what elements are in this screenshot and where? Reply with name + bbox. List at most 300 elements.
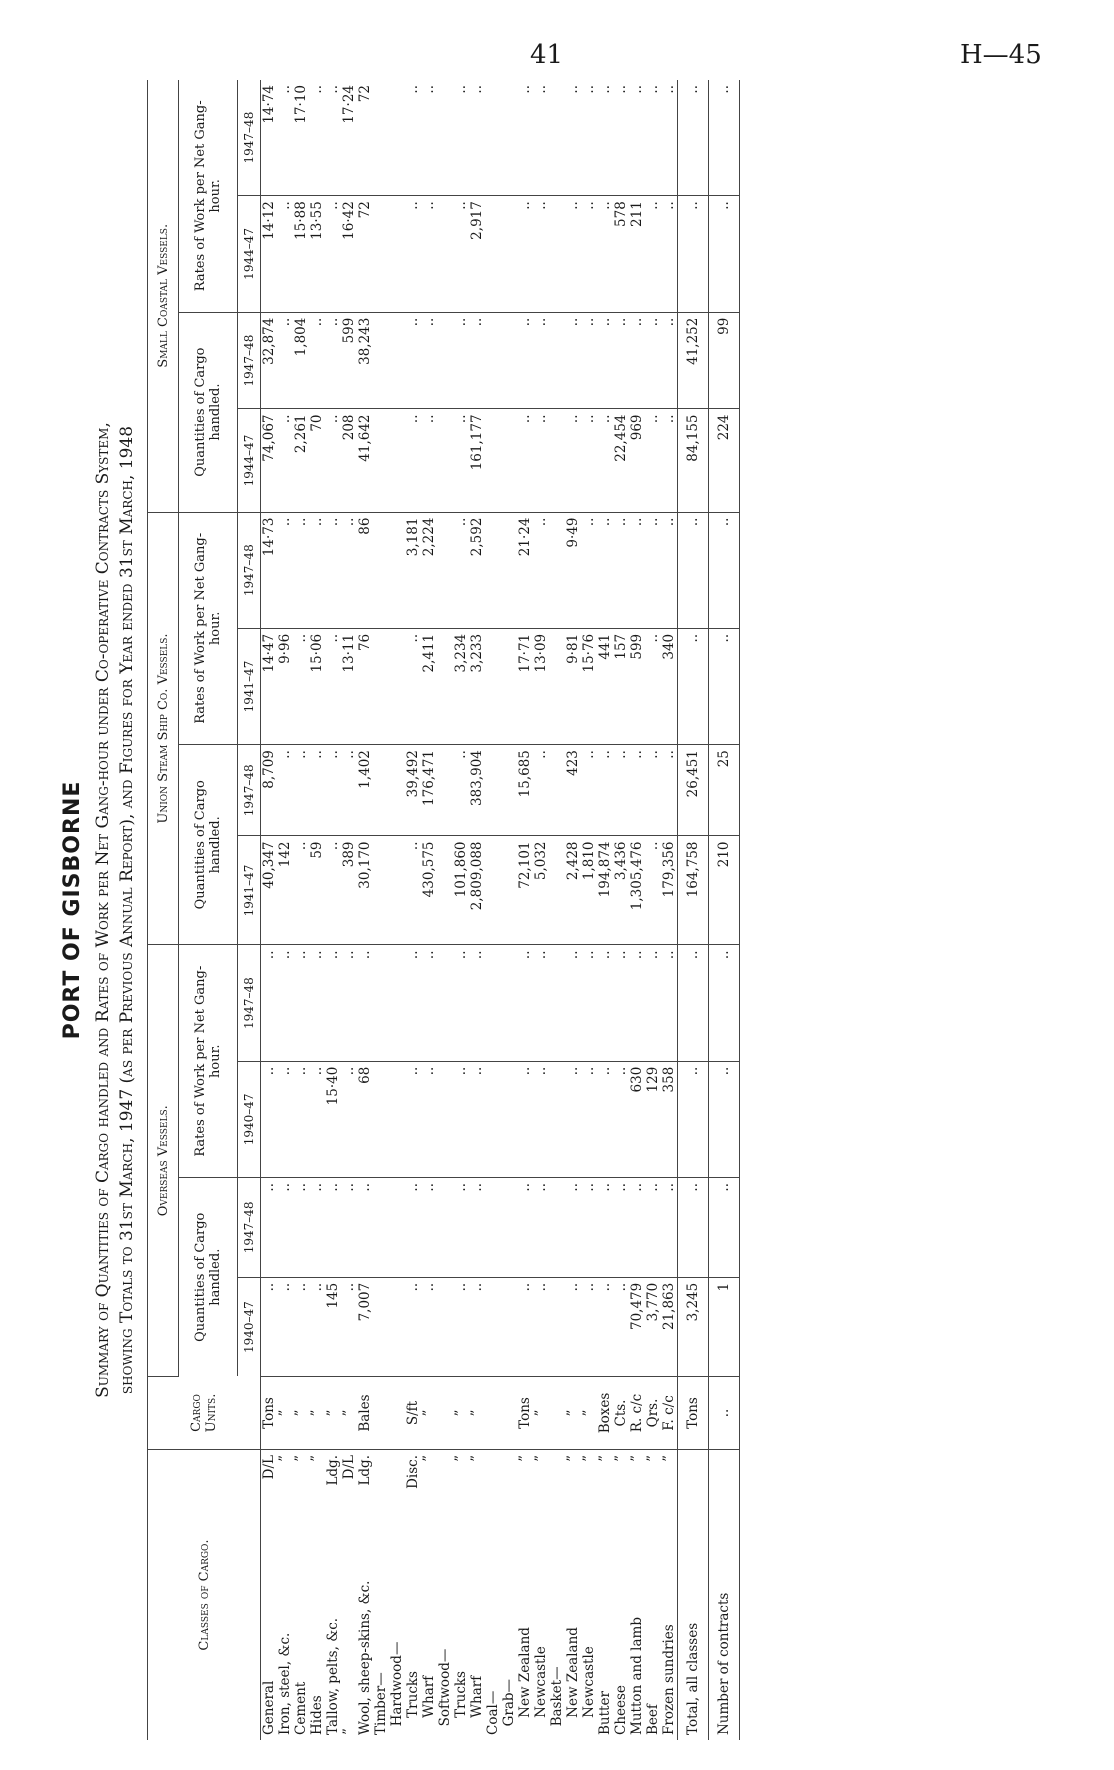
value-cell: .. <box>469 312 485 409</box>
value-cell: .. <box>261 1277 278 1376</box>
value-cell: .. <box>597 945 613 1061</box>
value-cell: 14·73 <box>261 512 278 628</box>
handling-mode: Ldg. <box>325 1455 341 1486</box>
value-cell: .. <box>613 512 629 628</box>
cargo-unit: .. <box>709 1377 740 1450</box>
value-cell <box>437 512 453 628</box>
cargo-class-label: Grab— <box>501 1678 517 1735</box>
value-cell <box>437 1177 453 1277</box>
value-cell: .. <box>709 196 740 312</box>
value-cell: .. <box>645 312 661 409</box>
cargo-class <box>421 1450 437 1741</box>
table-row <box>661 80 678 1740</box>
value-cell: .. <box>405 312 421 409</box>
value-cell: .. <box>453 1277 469 1376</box>
value-cell: .. <box>453 312 469 409</box>
value-cell: .. <box>613 1277 629 1376</box>
value-cell: .. <box>405 1277 421 1376</box>
value-cell: .. <box>678 1177 709 1277</box>
value-cell: 630 <box>629 1061 645 1177</box>
value-cell <box>501 196 517 312</box>
cargo-unit: ” <box>277 1377 293 1450</box>
value-cell: .. <box>581 745 597 836</box>
cargo-unit: ” <box>421 1377 437 1450</box>
cargo-class <box>661 1450 678 1741</box>
header-year: 1947–48 <box>238 312 261 409</box>
contracts-row <box>709 80 740 1740</box>
value-cell <box>389 1277 405 1376</box>
value-cell: .. <box>293 745 309 836</box>
table-row <box>261 80 278 1740</box>
value-cell: .. <box>661 945 678 1061</box>
value-cell: .. <box>277 512 293 628</box>
header-year: 1944–47 <box>238 409 261 512</box>
value-cell: .. <box>325 512 341 628</box>
header-year: 1947–48 <box>238 945 261 1061</box>
value-cell: 9·81 <box>565 628 581 744</box>
value-cell <box>485 1277 501 1376</box>
value-cell: 1,402 <box>357 745 373 836</box>
value-cell: 41,642 <box>357 409 373 512</box>
cargo-class <box>645 1450 661 1741</box>
table-row <box>517 80 533 1740</box>
value-cell <box>485 1177 501 1277</box>
value-cell: 358 <box>661 1061 678 1177</box>
value-cell: .. <box>421 1061 437 1177</box>
value-cell: .. <box>405 945 421 1061</box>
table-subtitle <box>91 80 139 1740</box>
handling-mode: ” <box>581 1455 597 1462</box>
value-cell <box>485 196 501 312</box>
table-row <box>501 80 517 1740</box>
value-cell: 129 <box>645 1061 661 1177</box>
subtitle-line-1: Summary of Quantities of Cargo handled and Rates of Work per Net Gang-hour under Co-operative Contracts System, <box>93 422 113 1398</box>
value-cell: 2,592 <box>469 512 485 628</box>
cargo-class <box>678 1450 709 1741</box>
value-cell: .. <box>517 196 533 312</box>
value-cell: .. <box>645 512 661 628</box>
cargo-unit: Tons <box>517 1377 533 1450</box>
value-cell <box>373 512 389 628</box>
page-reference: H—45 <box>960 40 1042 70</box>
value-cell: .. <box>709 512 740 628</box>
value-cell <box>389 1177 405 1277</box>
value-cell: 2,261 <box>293 409 309 512</box>
table-row <box>485 80 501 1740</box>
value-cell: 9·96 <box>277 628 293 744</box>
value-cell: .. <box>533 745 549 836</box>
value-cell <box>373 836 389 945</box>
handling-mode: ” <box>661 1455 677 1462</box>
cargo-class-label: Newcastle <box>581 1646 597 1735</box>
table-row <box>613 80 629 1740</box>
value-cell <box>549 628 565 744</box>
value-cell <box>549 1061 565 1177</box>
cargo-class <box>629 1450 645 1741</box>
value-cell: .. <box>277 409 293 512</box>
value-cell: 72 <box>357 196 373 312</box>
header-year: 1940–47 <box>238 1277 261 1376</box>
value-cell <box>549 836 565 945</box>
table-row <box>341 80 357 1740</box>
value-cell: .. <box>309 512 325 628</box>
value-cell: 72 <box>357 80 373 196</box>
value-cell <box>549 196 565 312</box>
value-cell: 2,917 <box>469 196 485 312</box>
value-cell: .. <box>517 945 533 1061</box>
value-cell: .. <box>709 1177 740 1277</box>
page-number: 41 <box>530 40 564 70</box>
value-cell: .. <box>565 409 581 512</box>
cargo-class-label: Wharf <box>469 1675 485 1735</box>
value-cell <box>389 836 405 945</box>
value-cell: .. <box>261 945 278 1061</box>
cargo-unit: ” <box>581 1377 597 1450</box>
value-cell: .. <box>581 1277 597 1376</box>
value-cell: 383,904 <box>469 745 485 836</box>
value-cell <box>389 409 405 512</box>
value-cell: .. <box>678 945 709 1061</box>
value-cell: 142 <box>277 836 293 945</box>
value-cell: 16·42 <box>341 196 357 312</box>
value-cell: .. <box>293 512 309 628</box>
header-rate: Rates of Work per Net Gang-hour. <box>179 945 238 1178</box>
cargo-class <box>469 1450 485 1741</box>
cargo-class <box>709 1450 740 1741</box>
value-cell: .. <box>581 409 597 512</box>
cargo-class <box>565 1450 581 1741</box>
value-cell: 1,804 <box>293 312 309 409</box>
value-cell: .. <box>533 1061 549 1177</box>
cargo-class-label: Tallow, pelts, &c. <box>325 1617 341 1735</box>
value-cell: 15,685 <box>517 745 533 836</box>
cargo-class-label: General <box>261 1680 277 1735</box>
table-row <box>437 80 453 1740</box>
value-cell: .. <box>645 1177 661 1277</box>
cargo-unit <box>549 1377 565 1450</box>
value-cell: .. <box>421 409 437 512</box>
value-cell: 3,181 <box>405 512 421 628</box>
header-qty: Quantities of Cargo handled. <box>179 745 238 945</box>
value-cell <box>437 80 453 196</box>
value-cell: 17·24 <box>341 80 357 196</box>
table-row <box>565 80 581 1740</box>
handling-mode: Disc. <box>405 1455 421 1489</box>
value-cell <box>549 80 565 196</box>
value-cell: .. <box>533 512 549 628</box>
value-cell <box>437 836 453 945</box>
cargo-class <box>549 1450 565 1741</box>
value-cell: .. <box>597 512 613 628</box>
value-cell: .. <box>341 512 357 628</box>
value-cell: .. <box>517 1277 533 1376</box>
page-heading: PORT OF GISBORNE <box>60 780 85 1040</box>
cargo-class-label: Coal— <box>485 1690 501 1735</box>
table-row <box>293 80 309 1740</box>
value-cell: 423 <box>565 745 581 836</box>
value-cell: .. <box>309 1277 325 1376</box>
value-cell <box>437 312 453 409</box>
header-units: Cargo Units. <box>148 1377 261 1450</box>
value-cell <box>501 745 517 836</box>
value-cell: .. <box>661 409 678 512</box>
value-cell: 3,234 <box>453 628 469 744</box>
value-cell <box>485 409 501 512</box>
handling-mode: ” <box>629 1455 645 1462</box>
cargo-class <box>357 1450 373 1741</box>
value-cell: .. <box>613 745 629 836</box>
value-cell: .. <box>421 1277 437 1376</box>
value-cell: .. <box>597 745 613 836</box>
table-row <box>421 80 437 1740</box>
value-cell: 340 <box>661 628 678 744</box>
value-cell: .. <box>309 945 325 1061</box>
value-cell <box>485 80 501 196</box>
cargo-class-label: Trucks <box>453 1671 469 1735</box>
value-cell: 389 <box>341 836 357 945</box>
value-cell: .. <box>325 1177 341 1277</box>
value-cell: 21·24 <box>517 512 533 628</box>
value-cell: .. <box>565 80 581 196</box>
value-cell: 2,428 <box>565 836 581 945</box>
value-cell: .. <box>405 1061 421 1177</box>
value-cell: .. <box>421 312 437 409</box>
value-cell: .. <box>613 945 629 1061</box>
value-cell: 22,454 <box>613 409 629 512</box>
table-row <box>469 80 485 1740</box>
handling-mode: ” <box>565 1455 581 1462</box>
cargo-unit <box>389 1377 405 1450</box>
cargo-class <box>405 1450 421 1741</box>
value-cell: 17·71 <box>517 628 533 744</box>
value-cell: 76 <box>357 628 373 744</box>
value-cell: 38,243 <box>357 312 373 409</box>
cargo-class <box>485 1450 501 1741</box>
cargo-unit: ” <box>453 1377 469 1450</box>
value-cell: .. <box>533 80 549 196</box>
value-cell: 15·06 <box>309 628 325 744</box>
value-cell: .. <box>293 945 309 1061</box>
value-cell <box>501 512 517 628</box>
value-cell: 145 <box>325 1277 341 1376</box>
value-cell: .. <box>293 836 309 945</box>
value-cell: .. <box>453 1177 469 1277</box>
value-cell: .. <box>405 196 421 312</box>
handling-mode: ” <box>277 1455 293 1462</box>
value-cell: .. <box>533 409 549 512</box>
value-cell: .. <box>597 80 613 196</box>
value-cell: .. <box>629 312 645 409</box>
value-cell <box>501 312 517 409</box>
value-cell <box>373 80 389 196</box>
value-cell: 161,177 <box>469 409 485 512</box>
value-cell: 13·09 <box>533 628 549 744</box>
value-cell: 176,471 <box>421 745 437 836</box>
value-cell <box>437 628 453 744</box>
value-cell <box>549 512 565 628</box>
cargo-unit <box>485 1377 501 1450</box>
value-cell: .. <box>357 1177 373 1277</box>
value-cell: .. <box>517 80 533 196</box>
header-coastal: Small Coastal Vessels. <box>148 80 179 512</box>
cargo-class <box>293 1450 309 1741</box>
value-cell <box>485 945 501 1061</box>
value-cell <box>373 1177 389 1277</box>
header-year: 1944–47 <box>238 196 261 312</box>
table-row <box>373 80 389 1740</box>
cargo-class <box>261 1450 278 1741</box>
value-cell: 13·11 <box>341 628 357 744</box>
value-cell: .. <box>678 628 709 744</box>
value-cell: 578 <box>613 196 629 312</box>
value-cell: 39,492 <box>405 745 421 836</box>
value-cell <box>501 1277 517 1376</box>
cargo-class <box>613 1450 629 1741</box>
table-row <box>549 80 565 1740</box>
value-cell <box>373 312 389 409</box>
value-cell <box>373 628 389 744</box>
cargo-class <box>597 1450 613 1741</box>
cargo-class <box>517 1450 533 1741</box>
value-cell: .. <box>629 512 645 628</box>
value-cell <box>501 409 517 512</box>
value-cell: 7,007 <box>357 1277 373 1376</box>
value-cell: .. <box>453 196 469 312</box>
value-cell <box>389 945 405 1061</box>
cargo-unit: Bales <box>357 1377 373 1450</box>
value-cell: .. <box>678 1061 709 1177</box>
value-cell <box>389 80 405 196</box>
value-cell: .. <box>581 512 597 628</box>
value-cell: .. <box>453 745 469 836</box>
value-cell <box>485 628 501 744</box>
handling-mode: ” <box>597 1455 613 1462</box>
value-cell: .. <box>678 196 709 312</box>
value-cell: .. <box>421 80 437 196</box>
value-cell: .. <box>405 836 421 945</box>
value-cell: .. <box>709 1061 740 1177</box>
header-year: 1947–48 <box>238 80 261 196</box>
value-cell: 40,347 <box>261 836 278 945</box>
handling-mode: ” <box>453 1455 469 1462</box>
header-classes: Classes of Cargo. <box>148 1450 261 1741</box>
header-union: Union Steam Ship Co. Vessels. <box>148 512 179 945</box>
value-cell: 26,451 <box>678 745 709 836</box>
value-cell: .. <box>293 1061 309 1177</box>
value-cell: 179,356 <box>661 836 678 945</box>
table-row <box>389 80 405 1740</box>
cargo-unit: ” <box>533 1377 549 1450</box>
cargo-unit: S/ft <box>405 1377 421 1450</box>
table-row <box>357 80 373 1740</box>
cargo-class <box>581 1450 597 1741</box>
handling-mode: ” <box>533 1455 549 1462</box>
cargo-unit: ” <box>469 1377 485 1450</box>
value-cell <box>549 312 565 409</box>
value-cell: 41,252 <box>678 312 709 409</box>
value-cell: .. <box>581 1061 597 1177</box>
value-cell: .. <box>277 80 293 196</box>
value-cell: 5,032 <box>533 836 549 945</box>
value-cell: 1 <box>709 1277 740 1376</box>
value-cell: .. <box>325 409 341 512</box>
cargo-class-label: Wharf <box>421 1675 437 1735</box>
value-cell: .. <box>565 312 581 409</box>
value-cell <box>373 745 389 836</box>
cargo-class-label: Hardwood— <box>389 1641 405 1735</box>
value-cell: .. <box>565 1061 581 1177</box>
cargo-class <box>453 1450 469 1741</box>
value-cell: .. <box>325 745 341 836</box>
value-cell: .. <box>341 1277 357 1376</box>
cargo-class-label: Mutton and lamb <box>629 1617 645 1735</box>
value-cell: .. <box>661 1177 678 1277</box>
cargo-unit: Tons <box>261 1377 278 1450</box>
value-cell: .. <box>565 196 581 312</box>
value-cell <box>389 745 405 836</box>
cargo-class-label: New Zealand <box>565 1627 581 1735</box>
value-cell: 101,860 <box>453 836 469 945</box>
value-cell: .. <box>341 1061 357 1177</box>
value-cell: .. <box>533 196 549 312</box>
rotated-table-page <box>60 80 1060 1740</box>
value-cell <box>501 1061 517 1177</box>
value-cell: 86 <box>357 512 373 628</box>
value-cell: .. <box>597 409 613 512</box>
value-cell: .. <box>277 196 293 312</box>
value-cell: .. <box>405 409 421 512</box>
value-cell: .. <box>678 512 709 628</box>
value-cell: .. <box>517 312 533 409</box>
value-cell <box>437 409 453 512</box>
value-cell: 1,305,476 <box>629 836 645 945</box>
value-cell: .. <box>293 1277 309 1376</box>
table-row <box>581 80 597 1740</box>
value-cell: .. <box>661 745 678 836</box>
value-cell: 14·12 <box>261 196 278 312</box>
cargo-summary-table <box>147 80 740 1740</box>
value-cell: 99 <box>709 312 740 409</box>
cargo-class-label: Cheese <box>613 1685 629 1735</box>
header-overseas: Overseas Vessels. <box>148 945 179 1377</box>
value-cell: .. <box>645 945 661 1061</box>
cargo-class <box>373 1450 389 1741</box>
value-cell: .. <box>581 1177 597 1277</box>
value-cell: .. <box>469 945 485 1061</box>
cargo-class <box>341 1450 357 1741</box>
value-cell: .. <box>277 945 293 1061</box>
value-cell: .. <box>533 1277 549 1376</box>
value-cell <box>501 80 517 196</box>
value-cell: .. <box>341 945 357 1061</box>
value-cell: .. <box>629 945 645 1061</box>
value-cell: .. <box>533 312 549 409</box>
table-row <box>277 80 293 1740</box>
value-cell: .. <box>661 512 678 628</box>
value-cell: .. <box>405 1177 421 1277</box>
value-cell: .. <box>678 80 709 196</box>
value-cell: 15·76 <box>581 628 597 744</box>
handling-mode: ” <box>293 1455 309 1462</box>
cargo-unit: Tons <box>678 1377 709 1450</box>
header-year: 1947–48 <box>238 1177 261 1277</box>
value-cell: 15·40 <box>325 1061 341 1177</box>
cargo-class <box>277 1450 293 1741</box>
value-cell: .. <box>629 1177 645 1277</box>
cargo-class-label: ” <box>341 1728 357 1735</box>
value-cell: 224 <box>709 409 740 512</box>
value-cell <box>389 512 405 628</box>
